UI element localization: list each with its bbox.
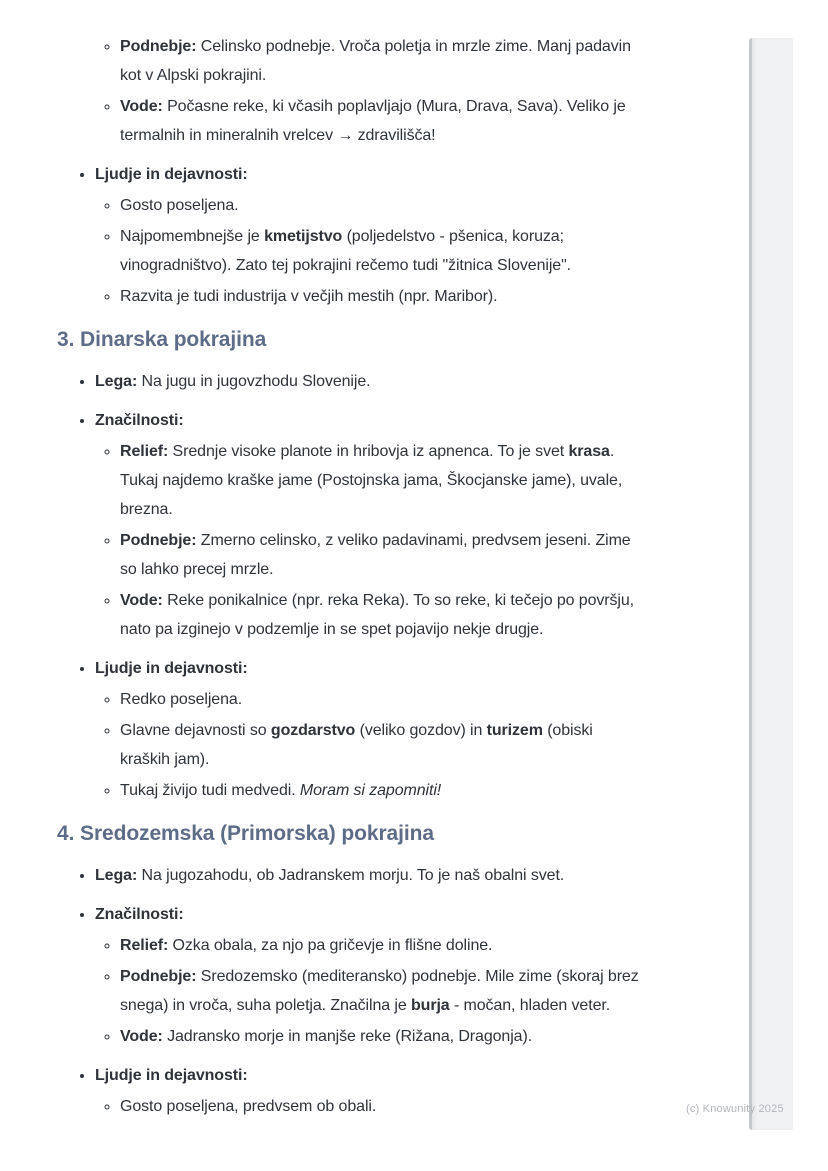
bold-text: kmetijstvo	[264, 228, 343, 245]
text-run: Najpomembnejše je	[120, 228, 265, 245]
sub-bullet-list	[95, 191, 647, 311]
sub-list-item	[120, 1022, 647, 1051]
bold-text: krasa	[568, 443, 610, 460]
italic-text: Moram si zapomniti!	[299, 782, 442, 799]
sub-list-item	[120, 1092, 647, 1121]
list-item	[95, 367, 647, 396]
text-run: Gosto poseljena, predvsem ob obali.	[120, 1098, 377, 1115]
bold-text: Vode:	[120, 592, 163, 609]
list-item	[95, 654, 647, 805]
bold-text: turizem	[486, 722, 543, 739]
sub-list-item	[120, 586, 647, 644]
bullet-list	[57, 367, 647, 805]
sub-list-item	[120, 526, 647, 584]
text-run: Reke ponikalnice (npr. reka Reka). To so reke, ki tečejo po površju, nato pa izginejo v podzemlje in se spet pojavijo nekje drugje.	[120, 592, 635, 638]
bold-text: Podnebje:	[120, 532, 197, 549]
bold-text: Lega:	[95, 867, 138, 884]
sub-bullet-list	[95, 931, 647, 1051]
bold-text: Lega:	[95, 373, 138, 390]
text-run: Počasne reke, ki včasih poplavljajo (Mura, Drava, Sava). Veliko je termalnih in mineralnih vrelcev → zdravilišča!	[120, 98, 626, 144]
sub-list-item	[120, 191, 647, 220]
bold-text: Ljudje in dejavnosti:	[95, 660, 248, 677]
bullet-list	[57, 861, 647, 1121]
text-run: - močan, hladen veter.	[449, 997, 611, 1014]
list-item	[95, 160, 647, 311]
text-run: Celinsko podnebje. Vroča poletja in mrzle zime. Manj padavin kot v Alpski pokrajini.	[120, 38, 631, 84]
bold-text: burja	[410, 997, 450, 1014]
sub-bullet-list	[57, 32, 647, 150]
next-page-edge[interactable]	[749, 38, 793, 1130]
text-run: Na jugu in jugovzhodu Slovenije.	[137, 373, 371, 390]
text-run: Ozka obala, za njo pa gričevje in flišne doline.	[168, 937, 493, 954]
bullet-list	[57, 160, 647, 311]
bold-text: Ljudje in dejavnosti:	[95, 1067, 248, 1084]
bold-text: Relief:	[120, 937, 169, 954]
text-run: Na jugozahodu, ob Jadranskem morju. To je naš obalni svet.	[137, 867, 565, 884]
text-run: Redko poseljena.	[120, 691, 243, 708]
sub-list-item	[120, 685, 647, 714]
text-run: . Tukaj najdemo kraške jame (Postojnska jama, Škocjanske jame), uvale, brezna.	[120, 443, 623, 518]
text-run: (obiski kraških jam).	[120, 722, 593, 768]
text-run: Razvita je tudi industrija v večjih mestih (npr. Maribor).	[120, 288, 498, 305]
bold-text: Značilnosti:	[95, 906, 184, 923]
sub-list-item	[120, 776, 647, 805]
text-run: Tukaj živijo tudi medvedi.	[120, 782, 300, 799]
text-run: Zmerno celinsko, z veliko padavinami, predvsem jeseni. Zime so lahko precej mrzle.	[120, 532, 631, 578]
bold-text: Podnebje:	[120, 38, 197, 55]
bold-text: Relief:	[120, 443, 169, 460]
text-run: Jadransko morje in manjše reke (Rižana, Dragonja).	[162, 1028, 533, 1045]
bold-text: gozdarstvo	[270, 722, 356, 739]
sub-list-item	[120, 931, 647, 960]
list-item	[95, 406, 647, 644]
text-run: Gosto poseljena.	[120, 197, 239, 214]
bold-text: Značilnosti:	[95, 412, 184, 429]
bold-text: Ljudje in dejavnosti:	[95, 166, 248, 183]
watermark: (c) Knowunity 2025	[686, 1103, 784, 1115]
sub-list-item	[120, 716, 647, 774]
list-item	[95, 861, 647, 890]
section-heading: 3. Dinarska pokrajina	[57, 328, 267, 351]
text-run: Sredozemsko (mediteransko) podnebje. Mile zime (skoraj brez snega) in vroča, suha poletja. Značilna je	[120, 968, 639, 1014]
bold-text: Podnebje:	[120, 968, 197, 985]
text-run: (poljedelstvo - pšenica, koruza; vinogradništvo). Zato tej pokrajini rečemo tudi "žitnica Slovenije".	[120, 228, 571, 274]
text-run: Srednje visoke planote in hribovja iz apnenca. To je svet	[168, 443, 569, 460]
sub-bullet-list	[95, 1092, 647, 1121]
sub-list-item	[120, 32, 647, 90]
text-run: (veliko gozdov) in	[355, 722, 487, 739]
sub-list-item	[120, 92, 647, 150]
sub-bullet-list	[95, 437, 647, 644]
bold-text: Vode:	[120, 98, 163, 115]
text-run: Glavne dejavnosti so	[120, 722, 271, 739]
sub-bullet-list	[95, 685, 647, 805]
list-item	[95, 1061, 647, 1121]
sub-list-item	[120, 282, 647, 311]
sub-list-item	[120, 962, 647, 1020]
list-item	[95, 900, 647, 1051]
document-body	[57, 30, 647, 1123]
sub-list-item	[120, 222, 647, 280]
bold-text: Vode:	[120, 1028, 163, 1045]
sub-list-item	[120, 437, 647, 524]
section-heading: 4. Sredozemska (Primorska) pokrajina	[57, 822, 434, 845]
